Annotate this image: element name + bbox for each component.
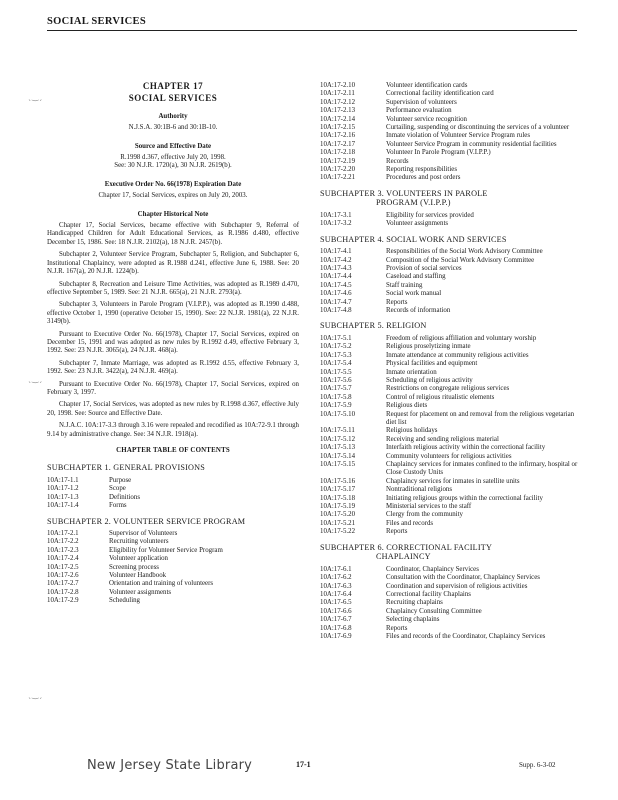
exec-order-block (47, 181, 299, 201)
section-title: Volunteer application (109, 555, 168, 563)
section-number: 10A:17-5.9 (320, 402, 352, 410)
section-number: 10A:17-2.8 (47, 588, 79, 596)
section-title: Inmate attendance at community religious activities (386, 351, 529, 359)
toc-entry (320, 453, 585, 461)
toc-entry (320, 369, 585, 377)
exec-order-text: Chapter 17, Social Services, expires on July 20, 2003. (98, 192, 248, 200)
section-number: 10A:17-2.15 (320, 124, 356, 132)
section-number: 10A:17-2.19 (320, 157, 356, 165)
section-number: 10A:17-2.7 (47, 580, 79, 588)
section-number: 10A:17-2.13 (320, 107, 356, 115)
section-number: 10A:17-2.12 (320, 98, 356, 106)
section-number: 10A:17-5.21 (320, 519, 356, 527)
section-number: 10A:17-5.22 (320, 528, 356, 536)
toc-entry (320, 116, 585, 124)
section-number: 10A:17-2.5 (47, 563, 79, 571)
section-number: 10A:17-4.2 (320, 256, 352, 264)
section-title: Interfaith religious activity within the correctional facility (386, 444, 546, 452)
section-number: 10A:17-3.1 (320, 211, 352, 219)
section-number: 10A:17-6.5 (320, 599, 352, 607)
section-title: Staff training (386, 281, 423, 289)
section-title: Records of information (386, 307, 451, 315)
section-number: 10A:17-6.3 (320, 582, 352, 590)
toc-entry (320, 212, 585, 220)
subchapter-heading-line: PROGRAM (V.I.P.P.) (376, 198, 451, 208)
section-number: 10A:17-2.20 (320, 166, 356, 174)
section-number: 10A:17-1.1 (47, 476, 79, 484)
toc-entry (47, 589, 299, 597)
section-title: Volunteer assignments (109, 588, 172, 596)
authority-label: Authority (158, 112, 188, 120)
section-number: 10A:17-5.2 (320, 343, 352, 351)
section-title: Ministerial services to the staff (386, 503, 472, 511)
section-title: Screening process (109, 563, 159, 571)
toc-entry (320, 495, 585, 503)
section-title: Supervisor of Volunteers (109, 530, 178, 538)
section-title: Reports (386, 624, 408, 632)
section-title: Scope (109, 485, 126, 493)
subchapter-heading-line: SUBCHAPTER 5. RELIGION (320, 321, 427, 331)
section-number: 10A:17-2.9 (47, 597, 79, 605)
subchapter-heading-line: SUBCHAPTER 3. VOLUNTEERS IN PAROLE (320, 188, 488, 198)
section-title: Correctional facility identification card (386, 90, 494, 98)
section-title: Supervision of volunteers (386, 98, 457, 106)
section-title: Correctional facility Chaplains (386, 590, 471, 598)
toc-entry (320, 248, 585, 256)
history-paragraph: Chapter 17, Social Services, became effective with Subchapter 9, Referral of Handicapped Children for Adult Educational Services, as R.1986 d.480, effective December 15, 1986. See: 18 N.J.R. 2102(a), 18 N.J.R. 2457(b). (47, 222, 299, 246)
section-number: 10A:17-5.15 (320, 461, 356, 469)
section-number: 10A:17-5.19 (320, 503, 356, 511)
toc-entry (47, 477, 299, 485)
section-title: Coordination and supervision of religious activities (386, 582, 528, 590)
toc-entry (320, 307, 585, 315)
section-title: Provision of social services (386, 265, 462, 272)
toc-entry (320, 273, 585, 281)
section-title: Definitions (109, 493, 141, 501)
authority-block (47, 113, 299, 133)
section-title: Freedom of religious affiliation and voluntary worship (386, 334, 537, 342)
section-title: Chaplaincy services for inmates in satellite units (386, 477, 520, 485)
section-title: Curtailing, suspending or discontinuing the services of a volunteer (386, 124, 570, 132)
right-toc (320, 189, 585, 641)
subchapter-heading-line: SUBCHAPTER 4. SOCIAL WORK AND SERVICES (320, 234, 507, 244)
toc-entry (320, 124, 585, 132)
right-column (320, 82, 585, 641)
running-head: SOCIAL SERVICES (47, 16, 577, 31)
section-title: Consultation with the Coordinator, Chaplaincy Services (386, 574, 540, 582)
section-number: 10A:17-5.14 (320, 452, 356, 460)
section-number: 10A:17-2.4 (47, 555, 79, 563)
section-number: 10A:17-2.1 (47, 530, 79, 538)
toc-entry (47, 572, 299, 580)
section-title: Volunteer identification cards (386, 82, 468, 89)
subchapter-entries (47, 530, 299, 606)
section-title: Religious proselytizing inmate (386, 343, 471, 351)
section-number: 10A:17-1.4 (47, 502, 79, 510)
history-paragraph: N.J.A.C. 10A:17-3.3 through 3.16 were repealed and recodified as 10A:72-9.1 through 9.14 by administrative change. See: 34 N.J.R. 1918(a). (47, 422, 299, 438)
history-label: Chapter Historical Note (137, 210, 209, 218)
history-paragraph: Pursuant to Executive Order No. 66(1978), Chapter 17, Social Services, expired on December 15, 1991 and was adopted as new rules by R.1992 d.49, effective February 3, 1992. See: 23 N.J.R. 3065(a), 24 N.J.R. 468(a). (47, 330, 299, 355)
toc-entry (320, 394, 585, 402)
toc-entry (320, 566, 585, 574)
section-title: Files and records (386, 519, 434, 527)
section-title: Receiving and sending religious material (386, 435, 499, 443)
library-watermark: New Jersey State Library (87, 758, 253, 773)
section-title: Chaplaincy services for inmates confined to the infirmary, hospital or Close Custody Units (386, 461, 578, 477)
section-number: 10A:17-2.18 (320, 149, 356, 157)
toc-entry (320, 633, 585, 641)
section-title: Request for placement on and removal from the religious vegetarian diet list (386, 410, 575, 426)
chapter-number: CHAPTER 17 (142, 81, 204, 91)
toc-entry (320, 141, 585, 149)
toc-entry (320, 528, 585, 536)
section-number: 10A:17-5.17 (320, 486, 356, 494)
toc-entry (47, 538, 299, 546)
section-number: 10A:17-2.2 (47, 538, 79, 546)
section-title: Religious holidays (386, 427, 438, 435)
section-number: 10A:17-5.10 (320, 410, 356, 418)
toc-entry (320, 616, 585, 624)
toc-entry (320, 360, 585, 368)
section-number: 10A:17-5.5 (320, 368, 352, 376)
toc-entry (320, 608, 585, 616)
subchapter-heading (320, 235, 585, 245)
section-number: 10A:17-2.10 (320, 82, 356, 89)
toc-entry (320, 290, 585, 298)
section-title: Reports (386, 298, 408, 306)
section-number: 10A:17-2.11 (320, 90, 355, 98)
section-title: Community volunteers for religious activities (386, 452, 512, 460)
section-title: Procedures and post orders (386, 174, 461, 182)
section-title: Responsibilities of the Social Work Advisory Committee (386, 248, 543, 256)
toc-entry (320, 343, 585, 351)
section-number: 10A:17-4.3 (320, 265, 352, 272)
section-title: Inmate violation of Volunteer Service Program rules (386, 132, 531, 140)
toc-entry (47, 530, 299, 538)
toc-entry (47, 555, 299, 563)
toc-entry (320, 461, 585, 478)
section-number: 10A:17-5.6 (320, 376, 352, 384)
toc-entry (320, 107, 585, 115)
section-number: 10A:17-4.4 (320, 273, 352, 281)
section-title: Purpose (109, 476, 132, 484)
section-title: Reports (386, 528, 408, 536)
section-title: Volunteer In Parole Program (V.I.P.P.) (386, 149, 491, 157)
section-title: Eligibility for services provided (386, 211, 474, 219)
history-paragraph: Subchapter 2, Volunteer Service Program, Subchapter 5, Religion, and Subchapter 6, Institutional Chaplaincy, were adopted as R.1988 d.241, effective June 6, 1988. See: 20 N.J.R. 167(a), 20 N.J.R. 1224(b). (47, 251, 299, 276)
section-title: Inmate orientation (386, 368, 437, 376)
section-title: Volunteer service recognition (386, 115, 468, 123)
margin-mark: ˎ‿ˏ (28, 374, 43, 383)
page-number: 17-1 (296, 760, 311, 769)
section-number: 10A:17-6.6 (320, 607, 352, 615)
subchapter-heading-line: SUBCHAPTER 6. CORRECTIONAL FACILITY (320, 542, 493, 552)
toc-entry (320, 174, 585, 182)
toc-entry (320, 257, 585, 265)
toc-entry (320, 520, 585, 528)
subchapter-entries (320, 335, 585, 537)
toc-entry (320, 282, 585, 290)
toc-entry (320, 99, 585, 107)
source-label: Source and Effective Date (134, 142, 212, 150)
section-title: Reporting responsibilities (386, 166, 458, 174)
section-number: 10A:17-5.3 (320, 351, 352, 359)
subchapter-entries (320, 566, 585, 642)
section-number: 10A:17-1.2 (47, 485, 79, 493)
toc-entry (320, 265, 585, 273)
toc-entry (320, 377, 585, 385)
history-paragraph: Pursuant to Executive Order No. 66(1978), Chapter 17, Social Services, expired on February 3, 1997. (47, 380, 299, 396)
section-title: Volunteer Handbook (109, 572, 167, 580)
toc-entry (320, 427, 585, 435)
section-number: 10A:17-2.16 (320, 132, 356, 140)
toc-entry (47, 494, 299, 502)
source-line: See: 30 N.J.R. 1720(a), 30 N.J.R. 2619(b). (114, 162, 232, 170)
section-title: Records (386, 157, 409, 165)
section-number: 10A:17-6.8 (320, 624, 352, 632)
subchapter-heading-line: SUBCHAPTER 2. VOLUNTEER SERVICE PROGRAM (47, 516, 246, 526)
section-title: Volunteer Service Program in community residential facilities (386, 140, 557, 148)
toc-entry (320, 486, 585, 494)
toc-entry (320, 149, 585, 157)
section-number: 10A:17-2.21 (320, 174, 356, 182)
subchapter-heading-line: SUBCHAPTER 1. GENERAL PROVISIONS (47, 463, 206, 473)
toc-heading: CHAPTER TABLE OF CONTENTS (116, 447, 230, 454)
section-number: 10A:17-5.11 (320, 427, 355, 435)
toc-entry (320, 352, 585, 360)
section-number: 10A:17-2.17 (320, 140, 356, 148)
section-number: 10A:17-4.7 (320, 298, 352, 306)
section-number: 10A:17-5.12 (320, 435, 356, 443)
toc-entry (47, 485, 299, 493)
toc-entry (320, 436, 585, 444)
toc-entry (320, 220, 585, 228)
section-title: Orientation and training of volunteers (109, 580, 214, 588)
section-title: Control of religious ritualistic elements (386, 393, 495, 401)
toc-entry (320, 599, 585, 607)
toc-entry (320, 158, 585, 166)
toc-entry (320, 335, 585, 343)
historical-note (47, 211, 299, 439)
toc-entry (320, 503, 585, 511)
section-title: Coordinator, Chaplaincy Services (386, 565, 479, 573)
section-number: 10A:17-3.2 (320, 220, 352, 228)
history-paragraph: Subchapter 7, Inmate Marriage, was adopted as R.1992 d.55, effective February 3, 1992. See: 23 N.J.R. 3422(a), 24 N.J.R. 469(a). (47, 359, 299, 376)
subchapter-heading (47, 517, 299, 527)
history-paragraph: Subchapter 8, Recreation and Leisure Time Activities, was adopted as R.1989 d.470, effective September 5, 1989. See: 21 N.J.R. 665(a), 21 N.J.R. 2793(a). (47, 280, 299, 296)
exec-order-label: Executive Order No. 66(1978) Expiration Date (104, 180, 242, 188)
history-paragraph: Subchapter 3, Volunteers in Parole Program (V.I.P.P.), was adopted as R.1990 d.488, effective October 1, 1990 (operative October 15, 1990). See: 22 N.J.R. 1981(a), 22 N.J.R. 3149(b). (47, 301, 299, 326)
section-number: 10A:17-2.6 (47, 572, 79, 580)
section-title: Physical facilities and equipment (386, 360, 478, 368)
section-title: Social work manual (386, 290, 442, 298)
section-number: 10A:17-5.7 (320, 385, 352, 393)
section-number: 10A:17-5.16 (320, 477, 356, 485)
toc-entry (320, 583, 585, 591)
supplement-date: Supp. 6-3-02 (519, 761, 556, 769)
toc-entry (47, 580, 299, 588)
subchapter-heading (320, 321, 585, 331)
section-number: 10A:17-5.4 (320, 360, 352, 368)
toc-entry (320, 82, 585, 90)
section-number: 10A:17-5.18 (320, 494, 356, 502)
subchapter-heading (320, 189, 585, 208)
section-number: 10A:17-5.1 (320, 334, 352, 342)
section-number: 10A:17-6.9 (320, 632, 352, 640)
subchapter-heading (320, 543, 585, 562)
section-number: 10A:17-5.8 (320, 393, 352, 401)
section-number: 10A:17-4.6 (320, 290, 352, 298)
toc-entry (320, 385, 585, 393)
toc-entry (320, 166, 585, 174)
section-title: Clergy from the community (386, 511, 463, 519)
section-title: Scheduling of religious activity (386, 376, 473, 384)
toc-entry (320, 299, 585, 307)
toc-entry (47, 597, 299, 605)
toc-entry (47, 547, 299, 555)
authority-text: N.J.S.A. 30:1B-6 and 30:1B-10. (128, 124, 218, 132)
section-title: Recruiting volunteers (109, 538, 169, 546)
section-title: Chaplaincy Consulting Committee (386, 607, 482, 615)
source-block (47, 143, 299, 171)
section-number: 10A:17-6.1 (320, 565, 352, 573)
section-number: 10A:17-5.13 (320, 444, 356, 452)
section-number: 10A:17-4.8 (320, 307, 352, 315)
section-title: Nontraditional religions (386, 486, 453, 494)
section-number: 10A:17-4.1 (320, 248, 352, 256)
source-line: R.1998 d.367, effective July 20, 1998. (120, 154, 226, 162)
section-title: Forms (109, 502, 127, 510)
subchapter-heading (47, 463, 299, 473)
section-title: Volunteer assignments (386, 220, 449, 228)
section-title: Restrictions on congregate religious services (386, 385, 510, 393)
section-number: 10A:17-6.4 (320, 590, 352, 598)
section-title: Initiating religious groups within the correctional facility (386, 494, 543, 502)
section-title: Composition of the Social Work Advisory Committee (386, 256, 535, 264)
subchapter-heading-line: CHAPLAINCY (376, 552, 431, 562)
toc-entry (47, 502, 299, 510)
toc-entry (47, 564, 299, 572)
right-toc-continued (320, 82, 585, 183)
section-title: Eligibility for Volunteer Service Program (109, 546, 223, 554)
section-number: 10A:17-2.3 (47, 546, 79, 554)
margin-mark: ˎ‿ˏ (28, 690, 43, 699)
section-number: 10A:17-6.7 (320, 616, 352, 624)
section-title: Religious diets (386, 402, 428, 410)
section-number: 10A:17-6.2 (320, 574, 352, 582)
section-title: Caseload and staffing (386, 273, 446, 281)
history-paragraph: Chapter 17, Social Services, was adopted as new rules by R.1998 d.367, effective July 20, 1998. See: Source and Effective Date. (47, 401, 299, 417)
subchapter-entries (320, 248, 585, 315)
toc-entry (320, 90, 585, 98)
subchapter-entries (47, 477, 299, 511)
toc-entry (320, 402, 585, 410)
chapter-title: SOCIAL SERVICES (128, 93, 218, 104)
section-title: Recruiting chaplains (386, 599, 443, 607)
toc-entry (320, 591, 585, 599)
toc-entry (320, 132, 585, 140)
left-column (47, 82, 299, 606)
subchapter-entries (320, 212, 585, 229)
section-title: Scheduling (109, 597, 141, 605)
margin-mark: ˎ‿ˏ (28, 92, 43, 101)
section-number: 10A:17-2.14 (320, 115, 356, 123)
toc-entry (320, 625, 585, 633)
section-title: Selecting chaplains (386, 616, 440, 624)
section-title: Files and records of the Coordinator, Chaplaincy Services (386, 632, 546, 640)
toc-entry (320, 411, 585, 428)
toc-entry (320, 511, 585, 519)
section-number: 10A:17-5.20 (320, 511, 356, 519)
section-number: 10A:17-1.3 (47, 493, 79, 501)
toc-entry (320, 478, 585, 486)
left-toc (47, 463, 299, 605)
section-title: Performance evaluation (386, 107, 452, 115)
section-number: 10A:17-4.5 (320, 281, 352, 289)
toc-entry (320, 444, 585, 452)
toc-entry (320, 574, 585, 582)
